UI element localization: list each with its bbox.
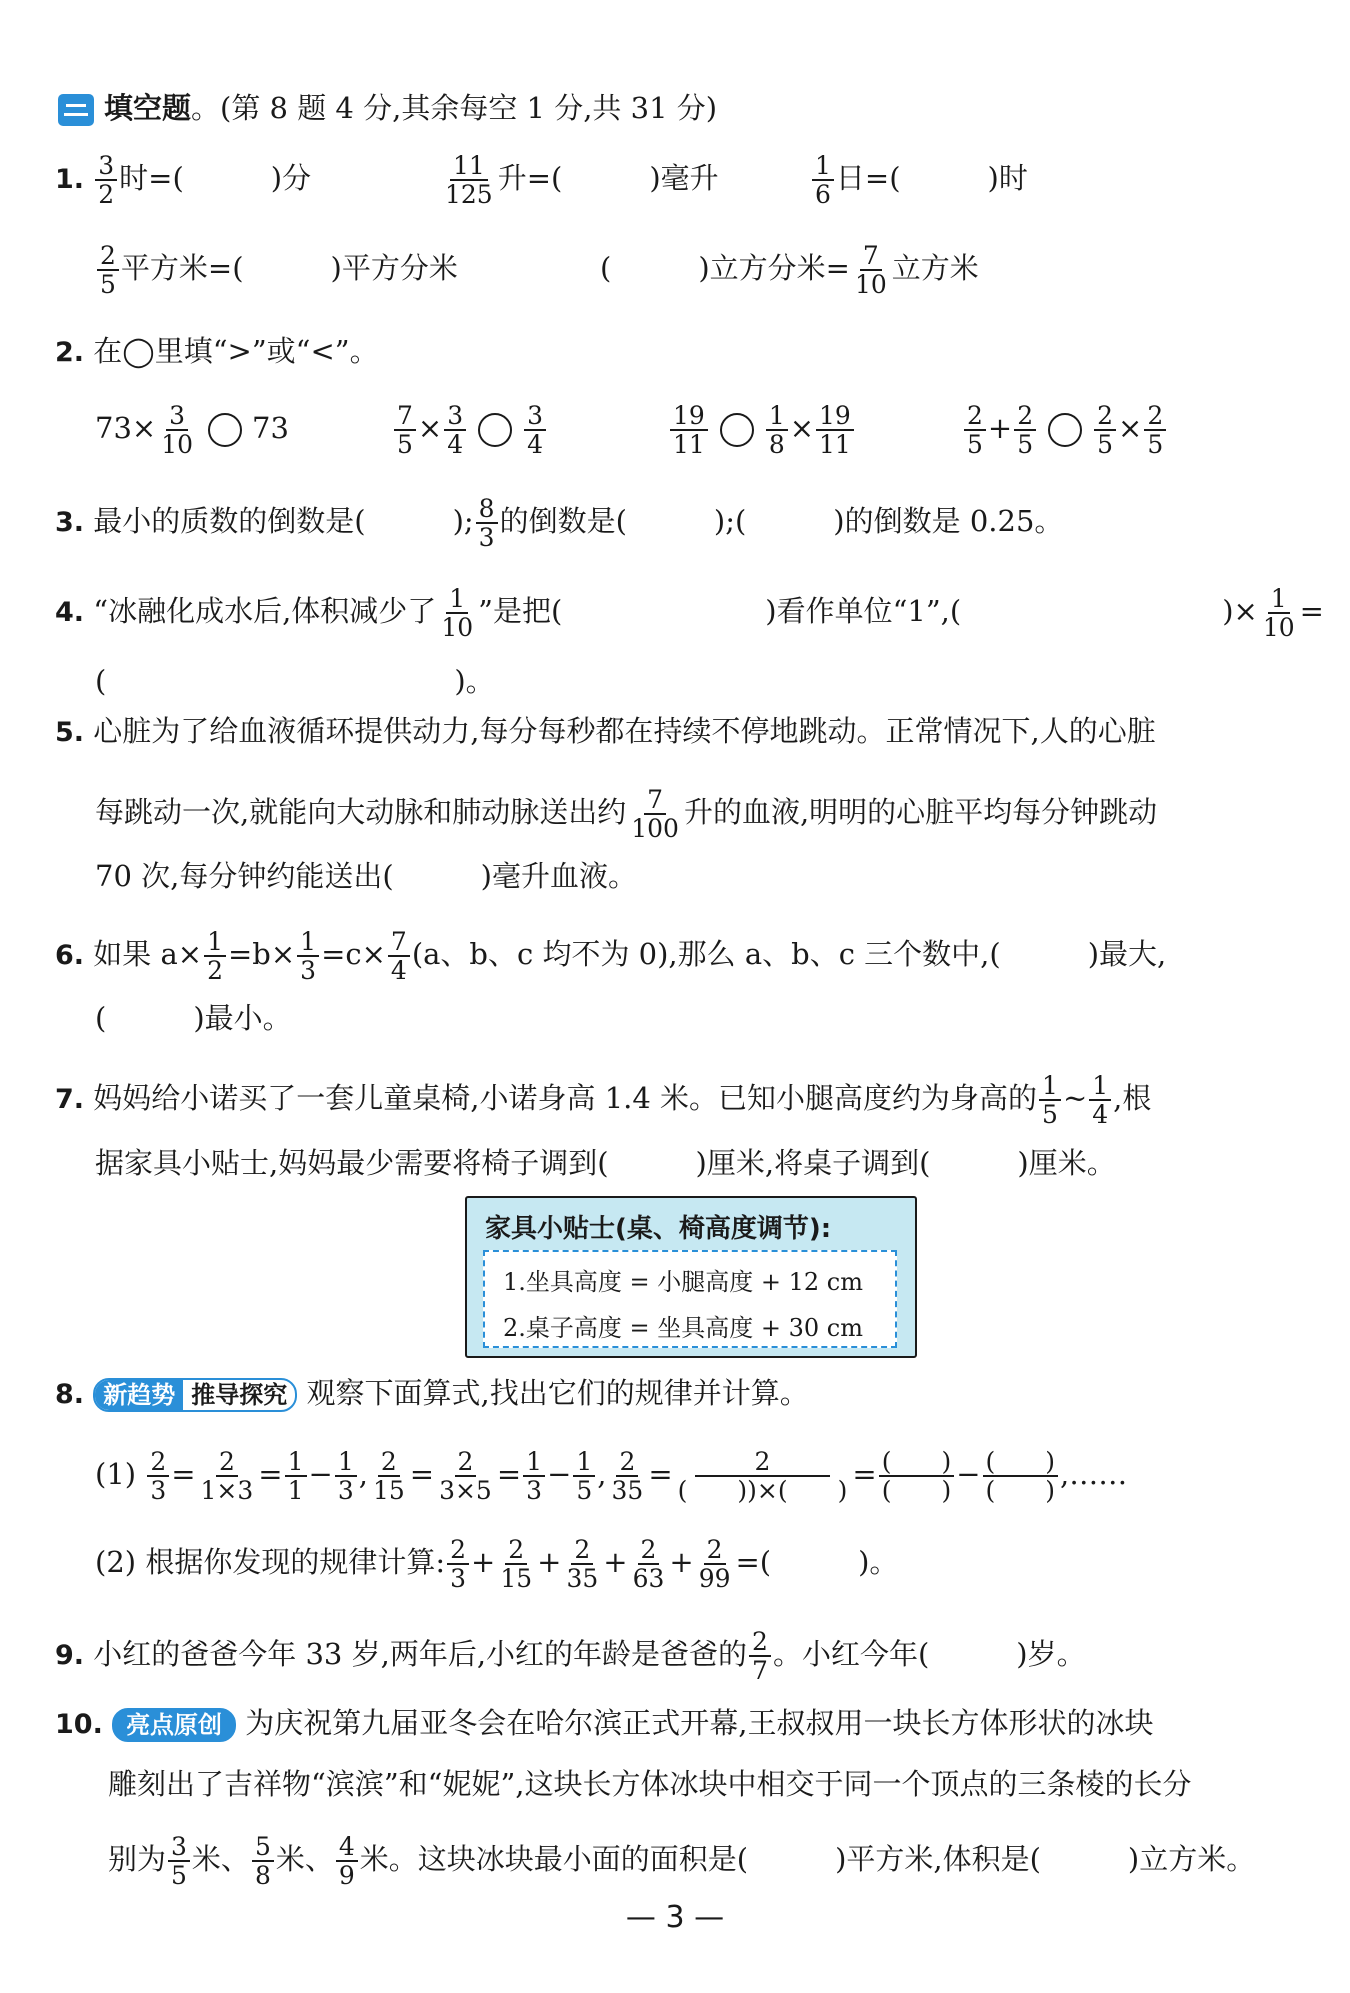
tip-title: 家具小贴士(桌、椅高度调节): [485,1214,832,1244]
section-two-icon [58,94,94,126]
tip-line-2: 2.桌子高度 = 坐具高度 + 30 cm [503,1314,863,1342]
question-2-compare-c: $\frac{19}{11}$ $\frac{1}{8}$ × $\frac{19}{11}$ [668,402,856,458]
question-5-line-1: 5. 心脏为了给血液循环提供动力,每分每秒都在持续不停地跳动。正常情况下,人的心脏 [55,714,1156,748]
question-1-item-b: $\frac{11}{125}$ 升=( )毫升 [440,152,719,208]
fraction: $\frac{2}{5}$ [97,242,119,298]
question-5-line-3: 70 次,每分钟约能送出( )毫升血液。 [95,859,637,893]
fraction: $\frac{3}{2}$ [95,152,117,208]
answer-circle[interactable] [208,413,242,447]
question-9: 9. 小红的爸爸今年 33 岁,两年后,小红的年龄是爸爸的 $\frac{2}{7}$ 。小红今年( )岁。 [55,1627,1086,1685]
page-number: — 3 — [625,1900,725,1935]
original-highlight-badge: 亮点原创 [112,1708,236,1742]
question-3: 3. 最小的质数的倒数是( ); $\frac{8}{3}$ 的倒数是( );( )的倒数是 0.25。 [55,494,1064,552]
new-trend-badge: 新趋势 推导探究 [93,1378,297,1412]
question-10-line-3: 别为 $\frac{3}{5}$ 米、 $\frac{5}{8}$ 米、 $\frac{4}{9}$ 米。这块冰块最小面的面积是( )平方米,体积是( )立方米。 [108,1832,1256,1890]
section-note: 。(第 8 题 4 分,其余每空 1 分,共 31 分) [191,91,718,125]
question-10-line-2: 雕刻出了吉祥物“滨滨”和“妮妮”,这块长方体冰块中相交于同一个顶点的三条棱的长分 [108,1767,1192,1801]
question-7-line-2: 据家具小贴士,妈妈最少需要将椅子调到( )厘米,将桌子调到( )厘米。 [95,1146,1116,1180]
question-5-line-2: 每跳动一次,就能向大动脉和肺动脉送出约 $\frac{7}{100}$ 升的血液,明明的心脏平均每分钟跳动 [95,785,1158,843]
furniture-tip-box [465,1196,917,1358]
question-4-line-2: ( )。 [95,664,495,698]
answer-circle[interactable] [1048,413,1082,447]
question-8: 8. 新趋势 推导探究 观察下面算式,找出它们的规律并计算。 [55,1376,809,1410]
question-10-line-1: 10. 亮点原创 为庆祝第九届亚冬会在哈尔滨正式开幕,王叔叔用一块长方体形状的冰块 [55,1706,1154,1740]
question-1-row-1: 1. $\frac{3}{2}$ 时=( )分 [55,151,312,209]
question-2: 2. 在◯里填“>”或“<”。 [55,334,379,368]
question-2-compare-a: 73× $\frac{3}{10}$ 73 [95,401,289,459]
question-6-line-2: ( )最小。 [95,1001,292,1035]
section-title: 填空题 [104,91,192,125]
question-2-compare-b: $\frac{7}{5}$ × $\frac{3}{4}$ $\frac{3}{4}$ [392,402,548,458]
question-7: 7. 妈妈给小诺买了一套儿童桌椅,小诺身高 1.4 米。已知小腿高度约为身高的 $\frac{1}{5}$ ~ $\frac{1}{4}$ ,根 [55,1071,1152,1129]
answer-circle[interactable] [478,413,512,447]
question-1-row-2: $\frac{2}{5}$ 平方米=( )平方分米 [95,242,458,298]
question-8-part-2: (2) 根据你发现的规律计算: $\frac{2}{3}$ + $\frac{2}{15}$ + $\frac{2}{35}$ + $\frac{2}{63}$ + $\frac{2}{99}$ =( )。 [95,1535,899,1593]
question-6: 6. 如果 a× $\frac{1}{2}$ =b× $\frac{1}{3}$ =c× $\frac{7}{4}$ (a、b、c 均不为 0),那么 a、b、c 三个数中,( )最大, [55,927,1167,985]
answer-circle[interactable] [720,413,754,447]
tip-content [483,1250,897,1348]
question-8-part-1: (1) $\frac{2}{3}$ = $\frac{2}{1\times 3}$ = $\frac{1}{1}$ − $\frac{1}{3}$ , $\frac{2}{15}$ = $\frac{2}{3\times 5}$ = $\frac{1}{3}$ − $\frac{1}{5}$ , $\frac{2}{35}$ = $\frac{2}{( ))\times( )}$ = $\frac{( )}{( )}$ − $\frac{( )}{( )}$ ,…… [95,1447,1128,1505]
question-2-compare-d: $\frac{2}{5}$ + $\frac{2}{5}$ $\frac{2}{5}$ × $\frac{2}{5}$ [962,402,1168,458]
question-1-item-e: ( )立方分米= $\frac{7}{10}$ 立方米 [600,241,979,299]
fraction: $\frac{1}{6}$ [812,152,834,208]
fraction: $\frac{7}{10}$ [854,241,887,299]
tip-line-1: 1.坐具高度 = 小腿高度 + 12 cm [503,1268,863,1296]
fraction: $\frac{11}{125}$ [445,151,493,209]
question-4: 4. “冰融化成水后,体积减少了 $\frac{1}{10}$ ”是把( )看作单位“1”,( )× $\frac{1}{10}$ = [55,584,1324,642]
section-header [58,90,717,126]
question-1-item-c: $\frac{1}{6}$ 日=( )时 [810,152,1028,208]
